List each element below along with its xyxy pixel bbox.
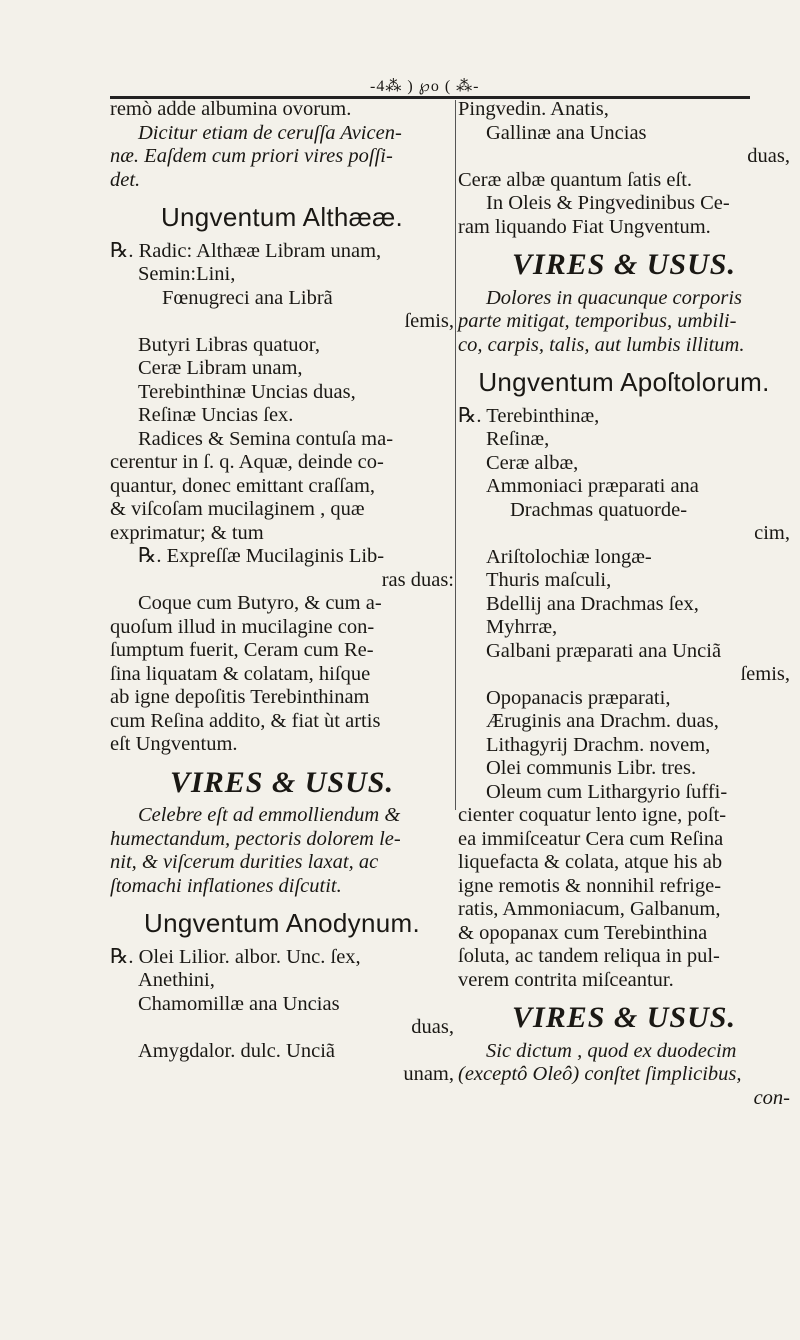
recipe-line: Terebinthinæ Uncias duas, xyxy=(138,380,356,403)
method-line: ſina liquatam & colatam, hiſque xyxy=(110,662,371,685)
usage-line: Sic dictum , quod ex duodecim xyxy=(486,1039,737,1062)
method-line: cum Reſina addito, & fiat ùt artis xyxy=(110,709,381,732)
usage-line: co, carpis, talis, aut lumbis illitum. xyxy=(458,333,745,356)
recipe-line: Ceræ albæ, xyxy=(486,451,579,474)
text-line: Dicitur etiam de ceruſſa Avicen- xyxy=(138,121,402,144)
recipe-line: Myhrræ, xyxy=(486,616,558,638)
recipe-line: duas, xyxy=(747,145,790,167)
method-line: ea immiſceatur Cera cum Reſina xyxy=(458,827,724,850)
vires-usus-heading: VIRES & USUS. xyxy=(512,248,736,281)
method-line: liquefacta & colata, atque his ab xyxy=(458,851,723,873)
recipe-line: Opopanacis præparati, xyxy=(486,686,671,709)
recipe-line: cim, xyxy=(754,522,790,544)
method-line: Oleum cum Lithargyrio ſuffi- xyxy=(486,780,728,803)
method-line: ab igne depoſitis Terebinthinam xyxy=(110,686,370,708)
recipe-line: Fœnugreci ana Librã xyxy=(162,286,333,309)
usage-line: ſtomachi inflationes diſcutit. xyxy=(110,874,342,897)
right-column xyxy=(458,98,790,1110)
recipe-line: Thuris maſculi, xyxy=(486,569,612,591)
recipe-line: ℞. Terebinthinæ, xyxy=(458,404,600,427)
usage-line: nit, & viſcerum durities laxat, ac xyxy=(110,851,379,873)
catchword: con- xyxy=(753,1086,790,1109)
method-line: ſoluta, ac tandem reliqua in pul- xyxy=(458,945,720,967)
recipe-line: Ceræ albæ quantum ſatis eſt. xyxy=(458,168,693,191)
recipe-line: Chamomillæ ana Uncias xyxy=(138,992,340,1015)
column-divider xyxy=(455,100,456,810)
method-line: igne remotis & nonnihil refrige- xyxy=(458,874,722,897)
left-column xyxy=(110,98,454,1087)
method-line: exprimatur; & tum xyxy=(110,521,264,544)
method-line: verem contrita miſceantur. xyxy=(458,968,674,991)
text-line: det. xyxy=(110,168,141,191)
method-line: quantur, donec emittant craſſam, xyxy=(110,474,376,497)
page-header-ornament: -4⁂ ) ℘o ( ⁂- xyxy=(370,78,480,95)
section-title-anodynum: Ungventum Anodynum. xyxy=(144,908,420,938)
usage-line: parte mitigat, temporibus, umbili- xyxy=(458,310,737,332)
section-title-apostolorum: Ungventum Apoſtolorum. xyxy=(478,367,770,397)
recipe-line: ſemis, xyxy=(740,663,790,685)
recipe-line: Amygdalor. dulc. Unciã xyxy=(138,1039,335,1062)
recipe-line: Galbani præparati ana Unciã xyxy=(486,639,722,662)
usage-line: humectandum, pectoris dolorem le- xyxy=(110,827,401,850)
recipe-line: Pingvedin. Anatis, xyxy=(458,98,609,120)
method-line: ratis, Ammoniacum, Galbanum, xyxy=(458,898,721,920)
usage-line: Dolores in quacunque corporis xyxy=(486,286,743,309)
method-line: ℞. Expreſſæ Mucilaginis Lib- xyxy=(138,545,385,567)
recipe-line: Bdellij ana Drachmas ſex, xyxy=(486,592,699,615)
section-title-althaea: Ungventum Althææ. xyxy=(160,202,404,232)
method-line: cienter coquatur lento igne, poſt- xyxy=(458,804,727,826)
method-line: ſumptum fuerit, Ceram cum Re- xyxy=(110,639,374,661)
recipe-line: Drachmas quatuorde- xyxy=(510,498,688,521)
recipe-line: ſemis, xyxy=(404,310,454,332)
recipe-line: Lithagyrij Drachm. novem, xyxy=(486,733,711,756)
recipe-line: Semin:Lini, xyxy=(138,263,236,285)
recipe-line: Ceræ Libram unam, xyxy=(138,357,303,379)
method-line: In Oleis & Pingvedinibus Ce- xyxy=(486,192,730,214)
usage-line: (exceptô Oleô) conſtet ſimplicibus, xyxy=(458,1063,742,1085)
method-line: cerentur in ſ. q. Aquæ, deinde co- xyxy=(110,451,384,473)
recipe-line: Reſinæ, xyxy=(486,428,550,450)
recipe-line: Butyri Libras quatuor, xyxy=(138,333,320,356)
recipe-line: Anethini, xyxy=(138,969,215,991)
recipe-line: ℞. Radic: Althææ Libram unam, xyxy=(110,239,382,262)
method-line: eſt Ungventum. xyxy=(110,733,238,755)
recipe-line: Ammoniaci præparati ana xyxy=(486,475,699,497)
recipe-line: Æruginis ana Drachm. duas, xyxy=(486,710,719,732)
recipe-line: ℞. Olei Lilior. albor. Unc. ſex, xyxy=(110,945,361,968)
method-line: ras duas: xyxy=(381,568,454,591)
method-line: & opopanax cum Terebinthina xyxy=(458,921,708,944)
recipe-line: Gallinæ ana Uncias xyxy=(486,121,647,144)
text-line: næ. Eaſdem cum priori vires poſſi- xyxy=(110,145,393,167)
method-line: quoſum illud in mucilagine con- xyxy=(110,615,375,638)
method-line: Coque cum Butyro, & cum a- xyxy=(138,592,382,614)
recipe-line: Ariſtolochiæ longæ- xyxy=(486,545,652,568)
vires-usus-heading: VIRES & USUS. xyxy=(170,765,394,799)
recipe-line: Olei communis Libr. tres. xyxy=(486,757,697,779)
method-line: & viſcoſam mucilaginem , quæ xyxy=(110,498,365,520)
vires-usus-heading: VIRES & USUS. xyxy=(512,1001,736,1034)
text-line: remò adde albumina ovorum. xyxy=(110,98,352,120)
recipe-line: unam, xyxy=(403,1063,454,1085)
recipe-line: Reſinæ Uncias ſex. xyxy=(138,404,294,426)
usage-line: Celebre eſt ad emmolliendum & xyxy=(138,804,401,826)
recipe-line: duas, xyxy=(411,1016,454,1038)
method-line: ram liquando Fiat Ungventum. xyxy=(458,215,711,238)
method-line: Radices & Semina contuſa ma- xyxy=(138,427,394,450)
